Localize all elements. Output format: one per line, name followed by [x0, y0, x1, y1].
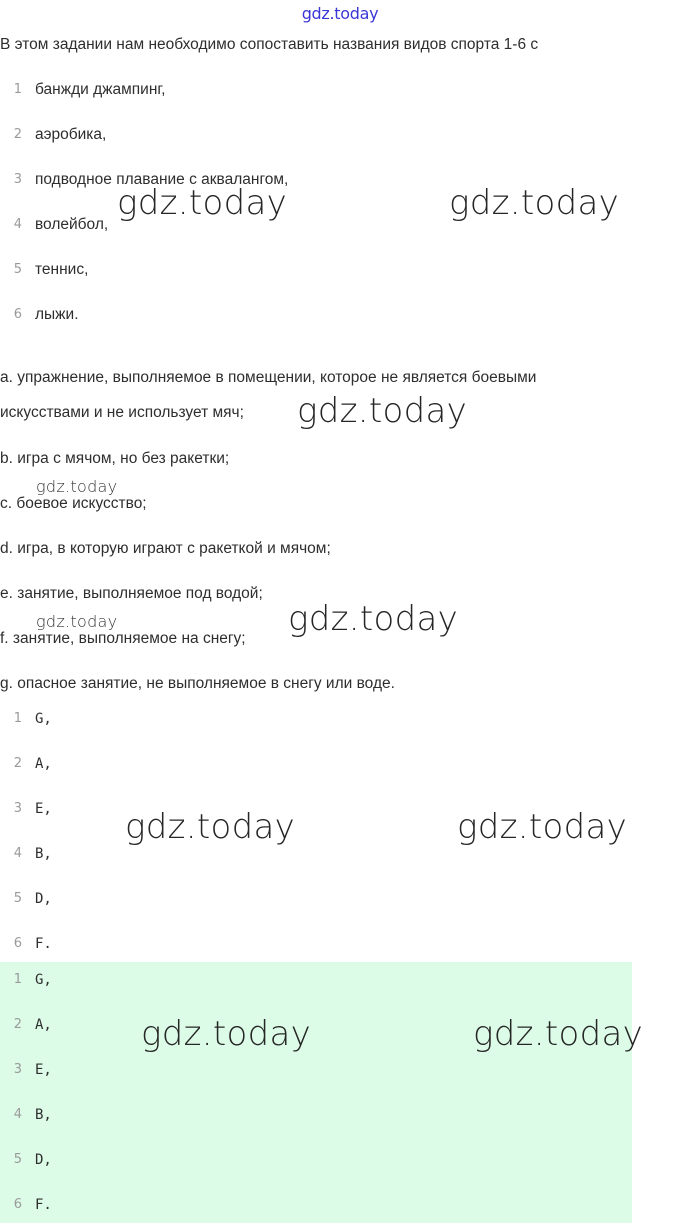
answer-text: A,: [35, 1016, 52, 1033]
answer-number: 1: [13, 972, 22, 987]
highlighted-answer-item: [0, 1047, 680, 1092]
watermark: gdz.today: [125, 807, 296, 847]
watermark: gdz.today: [457, 807, 628, 847]
answer-item: [0, 786, 680, 831]
list-item: [0, 292, 680, 337]
list-item: [0, 202, 680, 247]
answer-number: 3: [13, 1062, 22, 1077]
answer-item: [0, 831, 680, 876]
list-item: [0, 112, 680, 157]
highlighted-answer-item: [0, 1002, 680, 1047]
list-number: 5: [13, 262, 22, 277]
definition-b: b. игра с мячом, но без ракетки;: [0, 450, 230, 467]
list-item: [0, 157, 680, 202]
definition-a-line1: a. упражнение, выполняемое в помещении, которое не является боевыми: [0, 369, 537, 386]
answer-number: 1: [13, 711, 22, 726]
intro-text: В этом задании нам необходимо сопоставить названия видов спорта 1-6 с: [0, 36, 539, 53]
answer-text: G,: [35, 710, 52, 727]
list-text: теннис,: [35, 260, 89, 278]
highlighted-answer-item: [0, 1137, 680, 1182]
definition-a-line2: искусствами и не использует мяч;: [0, 404, 244, 421]
answer-number: 6: [13, 1197, 22, 1212]
list-number: 2: [13, 127, 22, 142]
answer-text: A,: [35, 755, 52, 772]
list-item: [0, 247, 680, 292]
answer-text: B,: [35, 845, 52, 862]
answer-item: [0, 741, 680, 786]
answer-text: D,: [35, 1151, 52, 1168]
watermark: gdz.today: [449, 183, 620, 223]
answer-number: 5: [13, 1152, 22, 1167]
list-number: 1: [13, 82, 22, 97]
list-text: лыжи.: [35, 305, 79, 323]
watermark: gdz.today: [36, 612, 118, 631]
answer-number: 2: [13, 1017, 22, 1032]
list-text: подводное плавание с аквалангом,: [35, 170, 289, 188]
list-number: 6: [13, 307, 22, 322]
answer-text: D,: [35, 890, 52, 907]
highlighted-answer-item: [0, 1182, 680, 1227]
list-text: аэробика,: [35, 125, 107, 143]
answer-text: E,: [35, 1061, 52, 1078]
definition-f: f. занятие, выполняемое на снегу;: [0, 630, 246, 647]
answer-number: 4: [13, 846, 22, 861]
watermark: gdz.today: [288, 599, 459, 639]
definition-g: g. опасное занятие, не выполняемое в снегу или воде.: [0, 675, 395, 692]
answer-number: 2: [13, 756, 22, 771]
list-item: [0, 67, 680, 112]
answer-text: B,: [35, 1106, 52, 1123]
answer-number: 6: [13, 936, 22, 951]
watermark: gdz.today: [473, 1014, 644, 1054]
watermark: gdz.today: [297, 391, 468, 431]
answer-text: F.: [35, 1196, 52, 1213]
answer-number: 4: [13, 1107, 22, 1122]
definition-c: c. боевое искусство;: [0, 495, 147, 512]
answer-item: [0, 876, 680, 921]
answer-item: [0, 696, 680, 741]
list-text: волейбол,: [35, 215, 109, 233]
definition-e: e. занятие, выполняемое под водой;: [0, 585, 263, 602]
answer-text: F.: [35, 935, 52, 952]
watermark: gdz.today: [141, 1014, 312, 1054]
answer-text: E,: [35, 800, 52, 817]
answer-text: G,: [35, 971, 52, 988]
list-number: 3: [13, 172, 22, 187]
highlighted-answer-item: [0, 957, 680, 1002]
definition-d: d. игра, в которую играют с ракеткой и мячом;: [0, 540, 331, 557]
answer-number: 3: [13, 801, 22, 816]
site-watermark-header: gdz.today: [301, 4, 379, 23]
highlighted-answer-item: [0, 1092, 680, 1137]
list-text: банжди джампинг,: [35, 80, 166, 98]
list-number: 4: [13, 217, 22, 232]
watermark: gdz.today: [36, 477, 118, 496]
answer-number: 5: [13, 891, 22, 906]
watermark: gdz.today: [117, 183, 288, 223]
